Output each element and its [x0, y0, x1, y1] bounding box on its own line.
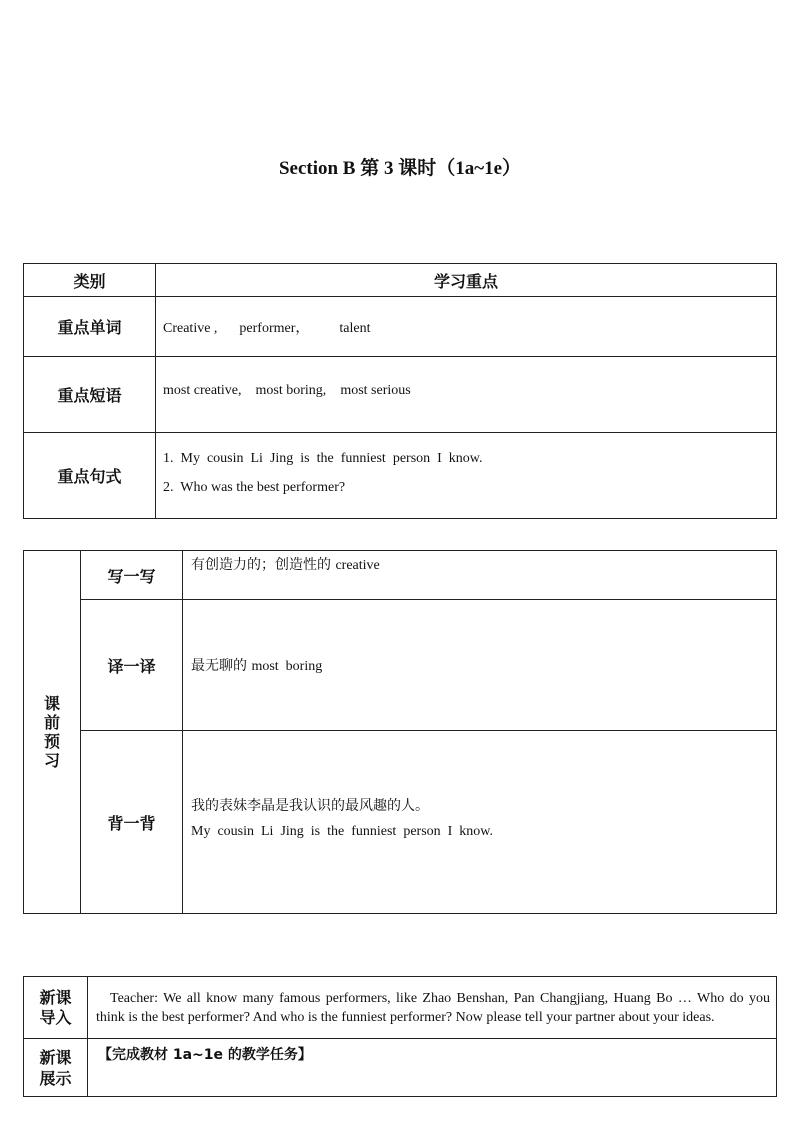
- row-label-intro: 新课 导入: [24, 977, 88, 1039]
- phrase-item: most boring,: [255, 382, 327, 398]
- row-label-words: 重点单词: [24, 297, 156, 357]
- sentence-item: 2. Who was the best performer?: [163, 479, 346, 495]
- sentence-item: 1. My cousin Li Jing is the funniest person I know.: [163, 450, 483, 466]
- table-row: [24, 433, 777, 519]
- preview-side-label: 课 前 预 习: [24, 551, 81, 914]
- table-row: [24, 977, 777, 1039]
- table-row: [24, 357, 777, 433]
- table-row: [24, 297, 777, 357]
- row-label-sentences: 重点句式: [24, 433, 156, 519]
- phrase-item: most creative,: [163, 382, 242, 398]
- presentation-text: 【完成教材 1a~1e 的教学任务】: [88, 1039, 777, 1097]
- row-label-translate: 译一译: [81, 600, 183, 731]
- row-label-phrases: 重点短语: [24, 357, 156, 433]
- header-focus: 学习重点: [156, 264, 777, 297]
- key-points-table: [23, 263, 777, 519]
- intro-text: Teacher: We all know many famous performers, like Zhao Benshan, Pan Changjiang, Huang Bo … Who do you think is the best performer? And who is the funniest performer? Now please tell your partner about your ideas.: [88, 977, 777, 1039]
- table-row: [24, 731, 777, 914]
- row-label-presentation: 新课 展示: [24, 1039, 88, 1097]
- word-item: talent: [339, 320, 371, 336]
- table-row: [24, 551, 777, 600]
- translate-cell: 最无聊的 most boring: [183, 600, 777, 731]
- row-label-recite: 背一背: [81, 731, 183, 914]
- lesson-table: [23, 976, 777, 1097]
- key-sentences-cell: [156, 433, 777, 519]
- preview-table: [23, 550, 777, 914]
- phrase-item: most serious: [340, 382, 411, 398]
- recite-cell: 我的表妹李晶是我认识的最风趣的人。 My cousin Li Jing is the funniest person I know.: [183, 731, 777, 914]
- word-item: performer，: [239, 320, 310, 336]
- table-row: [24, 1039, 777, 1097]
- table-row: [24, 600, 777, 731]
- row-label-write: 写一写: [81, 551, 183, 600]
- key-words-cell: [156, 297, 777, 357]
- table-header-row: [24, 264, 777, 297]
- write-cell: 有创造力的；创造性的 creative: [183, 551, 777, 600]
- key-phrases-cell: [156, 357, 777, 433]
- header-category: 类别: [24, 264, 156, 297]
- page-title: Section B 第 3 课时（1a~1e）: [278, 158, 522, 179]
- word-item: Creative ,: [163, 320, 218, 336]
